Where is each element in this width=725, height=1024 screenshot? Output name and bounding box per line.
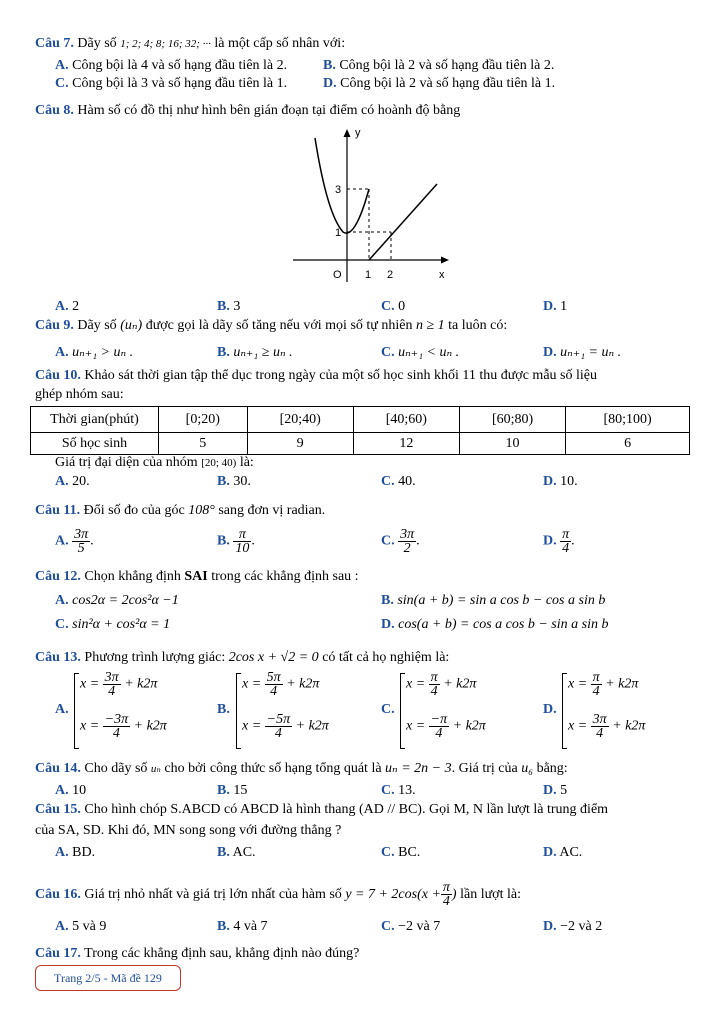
origin-label: O: [333, 269, 342, 281]
q9-condition: n ≥ 1: [415, 318, 445, 333]
q7-sequence: 1; 2; 4; 8; 16; 32; ···: [120, 38, 211, 50]
q10-stem-line2: ghép nhóm sau:: [35, 387, 124, 402]
question-10-label: Câu 10.: [35, 368, 81, 383]
q16-option-a[interactable]: A. 5 và 9: [55, 919, 107, 934]
q15-option-b[interactable]: B. AC.: [217, 845, 256, 860]
question-14-stem: Câu 14. Cho dãy số uₙ cho bởi công thức số hạng tổng quát là uₙ = 2n − 3. Giá trị của u₆ bằng:: [35, 761, 568, 776]
q16-option-c[interactable]: C. −2 và 7: [381, 919, 441, 934]
q13-a-system-brace: [74, 673, 75, 749]
q14-option-c[interactable]: C. 13.: [381, 783, 416, 798]
q13-c-root2: x = $\frac{-\pi}{4}$ + k2π: [406, 712, 486, 741]
q8-text: Hàm số có đồ thị như hình bên gián đoạn tại điểm có hoành độ bằng: [77, 103, 461, 118]
q10-option-c[interactable]: C. 40.: [381, 474, 416, 489]
q9-option-d[interactable]: D. uₙ₊₁ = uₙ .: [543, 345, 622, 360]
q15-option-a[interactable]: A. BD.: [55, 845, 96, 860]
frequency-table: [30, 406, 690, 455]
q14-formula: uₙ = 2n − 3: [385, 761, 452, 776]
q9-sequence: (uₙ): [120, 318, 143, 333]
q13-d-root2: x = $\frac{3\pi}{4}$ + k2π: [568, 712, 646, 741]
page-footer-badge: Trang 2/5 - Mã đề 129: [35, 965, 181, 991]
question-11-label: Câu 11.: [35, 503, 81, 518]
question-16-label: Câu 16.: [35, 887, 81, 902]
q14-sequence: uₙ: [150, 763, 161, 775]
q13-b-root1: x = $\frac{5\pi}{4}$ + k2π: [242, 670, 320, 699]
q11-option-a[interactable]: A. $\frac{3\pi}{5}$ .: [55, 527, 94, 556]
question-17-label: Câu 17.: [35, 946, 81, 961]
question-10-stem: Câu 10. Khảo sát thời gian tập thể dục trong ngày của một số học sinh khối 11 thu được mẫu số liệu: [35, 368, 597, 383]
tick-x1: 1: [365, 269, 372, 281]
question-7-label: Câu 7.: [35, 36, 74, 51]
question-12-label: Câu 12.: [35, 569, 81, 584]
q11-angle: 108°: [188, 503, 215, 518]
q8-option-c[interactable]: C. 0: [381, 299, 406, 314]
q16-option-d[interactable]: D. −2 và 2: [543, 919, 603, 934]
y-axis-arrow: [344, 129, 351, 137]
q7-option-c[interactable]: C. Công bội là 3 và số hạng đầu tiên là 1.: [55, 76, 288, 91]
curve-left-branch: [315, 138, 369, 233]
x-axis-arrow: [441, 257, 449, 264]
question-13-stem: Câu 13. Phương trình lượng giác: 2cos x + √2 = 0 có tất cả họ nghiệm là:: [35, 650, 450, 665]
q15-option-d[interactable]: D. AC.: [543, 845, 583, 860]
q13-d-root1: x = $\frac{\pi}{4}$ + k2π: [568, 670, 639, 699]
question-12-stem: Câu 12. Chọn khẳng định SAI trong các khẳng định sau :: [35, 569, 359, 584]
q12-option-b[interactable]: B. sin(a + b) = sin a cos b − cos a sin b: [381, 593, 606, 608]
question-7-stem: [35, 36, 345, 52]
q13-a-root1: x = $\frac{3\pi}{4}$ + k2π: [80, 670, 158, 699]
tick-y3: 3: [335, 184, 342, 196]
question-8-label: Câu 8.: [35, 103, 74, 118]
question-13-label: Câu 13.: [35, 650, 81, 665]
question-8-stem: [35, 103, 460, 119]
q13-a-root2: x = $\frac{-3\pi}{4}$ + k2π: [80, 712, 167, 741]
q7-text2: là một cấp số nhân với:: [214, 36, 346, 51]
q14-option-b[interactable]: B. 15: [217, 783, 248, 798]
q13-b-system-brace: [236, 673, 237, 749]
q7-text: Dãy số: [77, 36, 117, 51]
question-15-label: Câu 15.: [35, 802, 81, 817]
q13-d-system-brace: [562, 673, 563, 749]
curve-right-branch: [369, 184, 437, 260]
q10-option-d[interactable]: D. 10.: [543, 474, 578, 489]
y-label: y: [355, 127, 361, 139]
q10-sub-question: Giá trị đại diện của nhóm [20; 40) là:: [55, 455, 254, 470]
question-14-label: Câu 14.: [35, 761, 81, 776]
q7-option-d[interactable]: D. Công bội là 2 và số hạng đầu tiên là 1.: [323, 76, 556, 91]
q14-option-a[interactable]: A. 10: [55, 783, 87, 798]
q13-equation: 2cos x + √2 = 0: [228, 650, 319, 665]
q8-option-a[interactable]: A. 2: [55, 299, 80, 314]
x-label: x: [439, 269, 445, 281]
q13-option-d[interactable]: D.: [543, 702, 557, 717]
q8-option-d[interactable]: D. 1: [543, 299, 568, 314]
q9-option-b[interactable]: B. uₙ₊₁ ≥ uₙ .: [217, 345, 293, 360]
q8-option-b[interactable]: B. 3: [217, 299, 241, 314]
q12-option-d[interactable]: D. cos(a + b) = cos a cos b − sin a sin b: [381, 617, 609, 632]
q11-option-c[interactable]: C. $\frac{3\pi}{2}$ .: [381, 527, 420, 556]
question-11-stem: Câu 11. Đổi số đo của góc 108° sang đơn vị radian.: [35, 503, 326, 518]
q16-option-b[interactable]: B. 4 và 7: [217, 919, 268, 934]
q12-emphasis: SAI: [184, 569, 208, 584]
q9-option-c[interactable]: C. uₙ₊₁ < uₙ .: [381, 345, 460, 360]
question-15-stem: Câu 15. Cho hình chóp S.ABCD có ABCD là hình thang (AD // BC). Gọi M, N lần lượt là trung điểm: [35, 802, 609, 817]
question-17-stem: Câu 17. Trong các khẳng định sau, khẳng định nào đúng?: [35, 946, 360, 961]
q12-option-c[interactable]: C. sin²α + cos²α = 1: [55, 617, 171, 632]
q13-c-root1: x = $\frac{\pi}{4}$ + k2π: [406, 670, 477, 699]
q7-option-a[interactable]: A. Công bội là 4 và số hạng đầu tiên là 2.: [55, 58, 288, 73]
q11-option-d[interactable]: D. $\frac{\pi}{4}$ .: [543, 527, 575, 556]
q13-c-system-brace: [400, 673, 401, 749]
q7-option-b[interactable]: B. Công bội là 2 và số hạng đầu tiên là 2.: [323, 58, 555, 73]
q13-b-root2: x = $\frac{-5\pi}{4}$ + k2π: [242, 712, 329, 741]
q16-function-part1: y = 7 + 2cos(x +: [345, 887, 441, 902]
question-9-stem: Câu 9. Dãy số (uₙ) được gọi là dãy số tăng nếu với mọi số tự nhiên n ≥ 1 ta luôn có:: [35, 318, 508, 333]
tick-y1: 1: [335, 227, 342, 239]
q10-option-a[interactable]: A. 20.: [55, 474, 90, 489]
q8-function-graph: [285, 122, 460, 287]
q14-option-d[interactable]: D. 5: [543, 783, 568, 798]
q12-option-a[interactable]: A. cos2α = 2cos²α −1: [55, 593, 179, 608]
question-16-stem: Câu 16. Giá trị nhỏ nhất và giá trị lớn nhất của hàm số y = 7 + 2cos(x + $\frac{\pi}{4}$ ) lần lượt là:: [35, 880, 521, 910]
tick-x2: 2: [387, 269, 394, 281]
table-row: Số học sinh 5 9 12 10 6: [31, 433, 690, 455]
q9-option-a[interactable]: A. uₙ₊₁ > uₙ .: [55, 345, 134, 360]
table-header-row: Thời gian(phút) [0;20) [20;40) [40;60) [60;80) [80;100): [31, 407, 690, 433]
question-9-label: Câu 9.: [35, 318, 74, 333]
q11-option-b[interactable]: B. $\frac{\pi}{10}$ .: [217, 527, 255, 556]
q10-option-b[interactable]: B. 30.: [217, 474, 251, 489]
q15-option-c[interactable]: C. BC.: [381, 845, 421, 860]
q13-option-c[interactable]: C.: [381, 702, 395, 717]
q13-option-a[interactable]: A.: [55, 702, 69, 717]
q13-option-b[interactable]: B.: [217, 702, 230, 717]
q15-stem-line2: của SA, SD. Khi đó, MN song song với đường thẳng ?: [35, 823, 342, 838]
q14-term: u₆: [521, 761, 534, 776]
